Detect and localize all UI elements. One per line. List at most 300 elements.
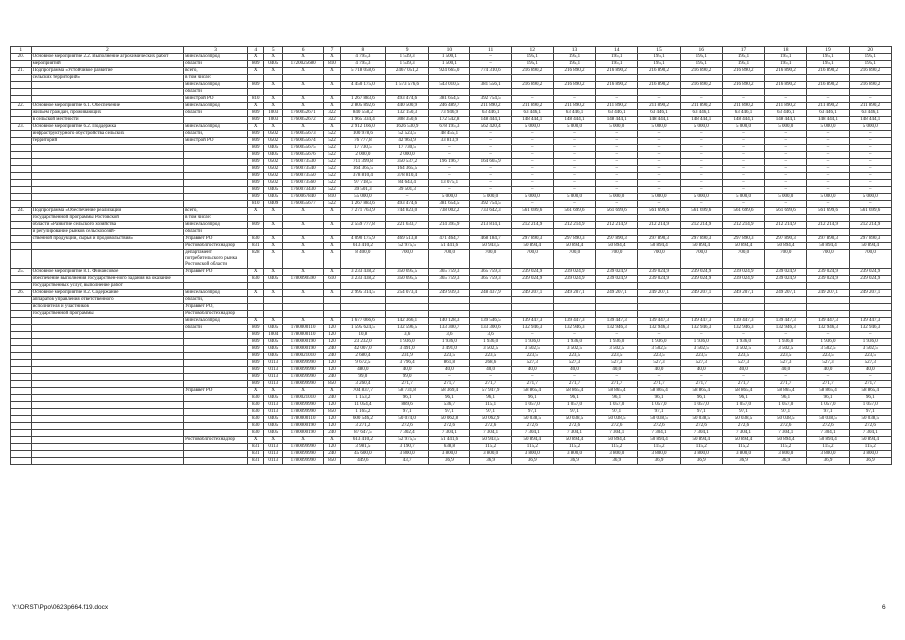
value-cell: – [470, 138, 511, 145]
value-cell: X [283, 54, 324, 61]
value-cell: 1 500,1 [429, 61, 470, 68]
table-row [11, 117, 892, 124]
activity-name-cell: и регулирование рынков сельскохозяй- [31, 229, 184, 236]
value-cell: – [680, 96, 722, 103]
value-cell: 272,6 [765, 423, 807, 430]
value-cell: 148 444,1 [807, 117, 849, 124]
value-cell: 810 [324, 61, 340, 68]
row-number-cell [11, 311, 32, 318]
value-cell: X [283, 318, 324, 325]
value-cell [470, 215, 511, 222]
value-cell: 17 730,5 [386, 145, 429, 152]
activity-name-cell: государственных услуг, выполнение работ [31, 283, 184, 290]
table-row [11, 54, 892, 61]
value-cell: – [596, 374, 638, 381]
executor-cell: Управвет РО [184, 236, 248, 243]
value-cell: 195,1 [596, 54, 638, 61]
value-cell [511, 89, 553, 96]
value-cell [553, 297, 595, 304]
value-cell: 50 062,9 [470, 416, 511, 423]
value-cell: 96,1 [511, 395, 553, 402]
row-number-cell [11, 166, 32, 173]
value-cell: – [722, 96, 764, 103]
value-cell: 50 894,4 [807, 437, 849, 444]
value-cell: 11 054,4 [340, 402, 385, 409]
activity-name-cell [31, 458, 184, 465]
value-cell: X [324, 243, 340, 250]
value-cell: 36,9 [596, 458, 638, 465]
value-cell: X [324, 124, 340, 131]
value-cell: 164 365,5 [386, 166, 429, 173]
value-cell: 132 150,3 [386, 110, 429, 117]
value-cell: – [680, 173, 722, 180]
table-row [11, 61, 892, 68]
value-cell: 1 057,0 [807, 402, 849, 409]
value-cell: – [553, 138, 595, 145]
value-cell [765, 75, 807, 82]
activity-name-cell [31, 360, 184, 367]
value-cell: – [596, 166, 638, 173]
value-cell: – [511, 374, 553, 381]
value-cell: 1780000110 [283, 325, 324, 332]
value-cell: X [283, 243, 324, 250]
value-cell [511, 215, 553, 222]
value-cell: 1 936,0 [386, 339, 429, 346]
value-cell: 3 800,0 [849, 451, 891, 458]
value-cell [722, 311, 764, 318]
value-cell: 831 [247, 444, 263, 451]
value-cell: 223,5 [722, 353, 764, 360]
column-number-cell: 7 [324, 47, 340, 54]
value-cell: 1 936,0 [470, 339, 511, 346]
value-cell: 1760073430 [283, 187, 324, 194]
value-cell: 195,1 [638, 61, 680, 68]
value-cell: 7 271 763,9 [340, 208, 385, 215]
value-cell: 97,1 [553, 409, 595, 416]
value-cell: – [511, 159, 553, 166]
value-cell: 522 [324, 152, 340, 159]
value-cell: 2 805 892,6 [340, 103, 385, 110]
column-number-cell: 15 [638, 47, 680, 54]
value-cell: 97,1 [680, 409, 722, 416]
value-cell: 39 501,3 [340, 187, 385, 194]
value-cell: 809 [247, 346, 263, 353]
row-number-cell: 22. [11, 103, 32, 110]
value-cell: X [247, 103, 263, 110]
value-cell [324, 283, 340, 290]
value-cell: 861,8 [429, 360, 470, 367]
value-cell: 297 890,3 [849, 236, 891, 243]
executor-cell [184, 458, 248, 465]
value-cell: 1 057,0 [680, 402, 722, 409]
value-cell: 17 730,5 [340, 145, 385, 152]
value-cell: – [765, 201, 807, 208]
value-cell: 40,0 [849, 367, 891, 374]
executor-cell: минсельхозпрод [184, 54, 248, 61]
value-cell: 216 890,2 [680, 68, 722, 75]
activity-name-cell [31, 145, 184, 152]
value-cell: 392 754,5 [470, 96, 511, 103]
value-cell: 249 207,1 [807, 290, 849, 297]
value-cell: X [264, 318, 283, 325]
value-cell: 58 865,4 [680, 388, 722, 395]
value-cell: 2 912 166,0 [340, 124, 385, 131]
value-cell: 0502 [264, 131, 283, 138]
value-cell: 7 304,1 [680, 430, 722, 437]
value-cell: 139 447,3 [638, 318, 680, 325]
value-cell: 211 890,2 [596, 103, 638, 110]
table-row [11, 173, 892, 180]
value-cell: 58 865,4 [849, 388, 891, 395]
value-cell: 120 [324, 325, 340, 332]
value-cell: – [470, 54, 511, 61]
value-cell: 522 [324, 187, 340, 194]
value-cell: 272,6 [596, 423, 638, 430]
value-cell: 1760073560 [283, 180, 324, 187]
value-cell: 23 232,0 [340, 339, 385, 346]
value-cell: 13 075,1 [429, 180, 470, 187]
executor-cell: минстрой РО [184, 138, 248, 145]
row-number-cell [11, 388, 32, 395]
value-cell: X [247, 437, 263, 444]
value-cell: – [511, 96, 553, 103]
value-cell: – [722, 173, 764, 180]
value-cell: 522 [324, 173, 340, 180]
value-cell: 0409 [264, 201, 283, 208]
value-cell [470, 297, 511, 304]
value-cell: 809 [247, 360, 263, 367]
value-cell: X [324, 290, 340, 297]
value-cell: – [765, 332, 807, 339]
value-cell [511, 297, 553, 304]
value-cell: 45 600,0 [340, 451, 385, 458]
column-number-cell: 14 [596, 47, 638, 54]
value-cell: 3 502,5 [511, 346, 553, 353]
value-cell: X [247, 208, 263, 215]
activity-name-cell: обеспечение выполнения государствен-ного задания на оказание [31, 276, 184, 283]
value-cell: 1780099990 [283, 367, 324, 374]
value-cell: 297 890,3 [553, 236, 595, 243]
value-cell: 5 000,0 [511, 194, 553, 201]
value-cell: 115,2 [511, 444, 553, 451]
value-cell: X [247, 388, 263, 395]
value-cell: 87 647,5 [340, 430, 385, 437]
value-cell: 50 062,8 [429, 416, 470, 423]
value-cell [247, 89, 263, 96]
value-cell: 139 447,3 [765, 318, 807, 325]
activity-name-cell [31, 381, 184, 388]
value-cell: 5 718 058,6 [340, 68, 385, 75]
row-number-cell [11, 395, 32, 402]
value-cell: – [511, 131, 553, 138]
value-cell: 63 446,1 [680, 110, 722, 117]
value-cell: X [324, 388, 340, 395]
value-cell: 216 890,2 [807, 68, 849, 75]
value-cell: 50 943,5 [470, 437, 511, 444]
value-cell: 809 [247, 82, 263, 89]
value-cell: – [429, 374, 470, 381]
value-cell: 115,2 [680, 444, 722, 451]
value-cell: 272,6 [386, 423, 429, 430]
row-number-cell: 26. [11, 290, 32, 297]
value-cell: 50 038,5 [680, 416, 722, 423]
value-cell: 840 558,2 [340, 110, 385, 117]
value-cell: 1 057,0 [765, 402, 807, 409]
value-cell: 3 260,4 [340, 381, 385, 388]
value-cell: 7 304,1 [722, 430, 764, 437]
table-row [11, 222, 892, 229]
value-cell: X [264, 388, 283, 395]
executor-cell: Ростовоблгостехнадзор [184, 243, 248, 250]
value-cell: 1720025680 [283, 61, 324, 68]
value-cell: 613 410,2 [340, 243, 385, 250]
value-cell: 97,1 [638, 409, 680, 416]
value-cell: 1 936,0 [849, 339, 891, 346]
value-cell: 50 894,4 [553, 437, 595, 444]
value-cell: – [638, 187, 680, 194]
value-cell: X [247, 68, 263, 75]
table-row [11, 430, 892, 437]
value-cell: 0405 [264, 152, 283, 159]
value-cell: 7 304,1 [807, 430, 849, 437]
value-cell [340, 304, 385, 311]
value-cell: 297 890,3 [722, 236, 764, 243]
value-cell: 132 946,3 [511, 325, 553, 332]
value-cell: 195,1 [722, 61, 764, 68]
value-cell: 7 304,1 [596, 430, 638, 437]
value-cell: 96,1 [765, 395, 807, 402]
value-cell: 809 [247, 152, 263, 159]
value-cell: – [765, 159, 807, 166]
activity-name-cell [31, 180, 184, 187]
value-cell: 1 936,0 [511, 339, 553, 346]
activity-name-cell: Основное мероприятие 2.2. Выполнение агрохимических работ [31, 54, 184, 61]
value-cell: – [386, 194, 429, 201]
value-cell: – [765, 173, 807, 180]
value-cell: – [765, 131, 807, 138]
value-cell [849, 297, 891, 304]
activity-name-cell: ственной продукции, сырья и продовольствия» [31, 236, 184, 243]
activity-name-cell: инфраструктурного обустройства сельских [31, 131, 184, 138]
value-cell: 561 699,6 [638, 208, 680, 215]
value-cell [470, 283, 511, 290]
value-cell: 561 699,6 [680, 208, 722, 215]
value-cell: 271,7 [638, 381, 680, 388]
value-cell: 1780000110 [283, 332, 324, 339]
value-cell: 5 000,0 [470, 194, 511, 201]
activity-name-cell: Подпрограмма «Обеспечение реализации [31, 208, 184, 215]
value-cell: 365 759,3 [470, 269, 511, 276]
row-number-cell [11, 374, 32, 381]
row-number-cell [11, 89, 32, 96]
value-cell: X [264, 96, 283, 103]
value-cell: X [264, 437, 283, 444]
activity-name-cell: Основное мероприятие 6.2. Поддержка [31, 124, 184, 131]
value-cell: 3 800,0 [470, 451, 511, 458]
activity-name-cell: Основное мероприятие 8.1. Финансовое [31, 269, 184, 276]
value-cell: 223,5 [511, 353, 553, 360]
value-cell: 132 946,3 [722, 325, 764, 332]
value-cell: 543 010,5 [429, 82, 470, 89]
value-cell [340, 283, 385, 290]
table-row [11, 103, 892, 110]
value-cell: 449,6 [340, 458, 385, 465]
value-cell: 239 024,9 [765, 276, 807, 283]
value-cell: – [511, 152, 553, 159]
value-cell: 58 865,4 [638, 388, 680, 395]
value-cell: 1 153,2 [340, 395, 385, 402]
value-cell: 527,3 [680, 360, 722, 367]
footer-file-path: Y:\ORST\Ppo\0623p664.f19.docx [12, 604, 109, 611]
table-row [11, 110, 892, 117]
value-cell: 0113 [264, 451, 283, 458]
value-cell: 36,9 [429, 458, 470, 465]
value-cell: 50 038,5 [722, 416, 764, 423]
value-cell: 0502 [264, 180, 283, 187]
executor-cell [184, 374, 248, 381]
value-cell [283, 229, 324, 236]
value-cell: 1760073530 [283, 159, 324, 166]
value-cell: 3 491,0 [386, 346, 429, 353]
value-cell: 195,1 [680, 61, 722, 68]
value-cell: 809 [247, 325, 263, 332]
value-cell: 50 894,4 [722, 437, 764, 444]
value-cell: – [765, 187, 807, 194]
value-cell: 58 865,4 [511, 388, 553, 395]
value-cell: 268,6 [470, 360, 511, 367]
value-cell [596, 283, 638, 290]
value-cell: 527,3 [849, 360, 891, 367]
value-cell: 50 894,4 [511, 243, 553, 250]
value-cell: 249 207,1 [849, 290, 891, 297]
column-number-cell: 6 [283, 47, 324, 54]
value-cell [680, 215, 722, 222]
value-cell: 212 214,9 [596, 222, 638, 229]
value-cell: 139 447,3 [511, 318, 553, 325]
value-cell [429, 304, 470, 311]
value-cell [470, 89, 511, 96]
value-cell: 249 207,1 [638, 290, 680, 297]
value-cell: 216 890,2 [680, 82, 722, 89]
value-cell: 1760055674 [283, 138, 324, 145]
activity-name-cell [31, 325, 184, 332]
value-cell: 5 000,0 [807, 194, 849, 201]
value-cell: 3 502,5 [807, 346, 849, 353]
value-cell: 700,0 [638, 250, 680, 269]
executor-cell: Управвет РО [184, 269, 248, 276]
value-cell: 365 759,3 [429, 276, 470, 283]
value-cell: 120 [324, 444, 340, 451]
value-cell: 5 000,0 [807, 124, 849, 131]
value-cell: 272,6 [429, 423, 470, 430]
value-cell: – [553, 201, 595, 208]
value-cell [247, 311, 263, 318]
value-cell: 3 233 438,2 [340, 269, 385, 276]
value-cell: 132 596,5 [386, 325, 429, 332]
value-cell [264, 75, 283, 82]
executor-cell: области [184, 61, 248, 68]
value-cell: 133 300,6 [470, 325, 511, 332]
value-cell: – [553, 187, 595, 194]
value-cell: 3 502,5 [596, 346, 638, 353]
value-cell: 249 207,1 [680, 290, 722, 297]
value-cell: – [511, 332, 553, 339]
activity-name-cell [31, 243, 184, 250]
value-cell: 480,0 [340, 367, 385, 374]
value-cell [386, 297, 429, 304]
value-cell: 700,0 [553, 250, 595, 269]
table-row [11, 131, 892, 138]
executor-cell: Ростовоблгостехнадзор [184, 437, 248, 444]
row-number-cell: 21. [11, 68, 32, 75]
value-cell: 527,3 [765, 360, 807, 367]
executor-cell: минсельхозпрод [184, 82, 248, 89]
value-cell: 381 556,1 [470, 82, 511, 89]
value-cell: 7 304,1 [470, 430, 511, 437]
value-cell [429, 297, 470, 304]
value-cell: 249 207,1 [596, 290, 638, 297]
value-cell: 216 890,2 [849, 82, 891, 89]
executor-cell: минсельхозпрод [184, 318, 248, 325]
value-cell: 297 890,3 [638, 236, 680, 243]
executor-cell [184, 283, 248, 290]
value-cell: 223,5 [553, 353, 595, 360]
value-cell: 493 474,6 [386, 96, 429, 103]
value-cell [386, 89, 429, 96]
value-cell: 132 946,3 [680, 325, 722, 332]
value-cell: 522 [324, 131, 340, 138]
row-number-cell [11, 444, 32, 451]
value-cell [849, 75, 891, 82]
value-cell [596, 229, 638, 236]
value-cell: 1 267 883,6 [340, 201, 385, 208]
value-cell: 1 677 066,6 [340, 318, 385, 325]
value-cell: 271,7 [807, 381, 849, 388]
value-cell: 1 936,0 [807, 339, 849, 346]
value-cell: – [765, 180, 807, 187]
row-number-cell [11, 451, 32, 458]
activity-name-cell [31, 159, 184, 166]
value-cell: 468 184,7 [470, 236, 511, 243]
value-cell: – [553, 131, 595, 138]
value-cell [807, 304, 849, 311]
value-cell: X [283, 96, 324, 103]
value-cell: 223,5 [765, 353, 807, 360]
value-cell: X [264, 236, 283, 243]
value-cell: 132 946,3 [807, 325, 849, 332]
value-cell: 830 [247, 395, 263, 402]
value-cell: 1780000190 [283, 339, 324, 346]
table-row [11, 402, 892, 409]
value-cell [386, 75, 429, 82]
table-row [11, 374, 892, 381]
value-cell: 239 024,9 [807, 276, 849, 283]
value-cell: 148 444,1 [553, 117, 595, 124]
value-cell: 120 [324, 332, 340, 339]
value-cell: 4 450 175,0 [340, 82, 385, 89]
value-cell: X [283, 82, 324, 89]
value-cell: 561 699,6 [596, 208, 638, 215]
value-cell: 240 [324, 395, 340, 402]
value-cell: 392 754,5 [470, 201, 511, 208]
value-cell: X [264, 68, 283, 75]
value-cell: 1 936,0 [638, 339, 680, 346]
value-cell [765, 304, 807, 311]
value-cell: 271,7 [429, 381, 470, 388]
value-cell: – [596, 173, 638, 180]
value-cell: 51 441,6 [429, 437, 470, 444]
value-cell: 97,1 [596, 409, 638, 416]
